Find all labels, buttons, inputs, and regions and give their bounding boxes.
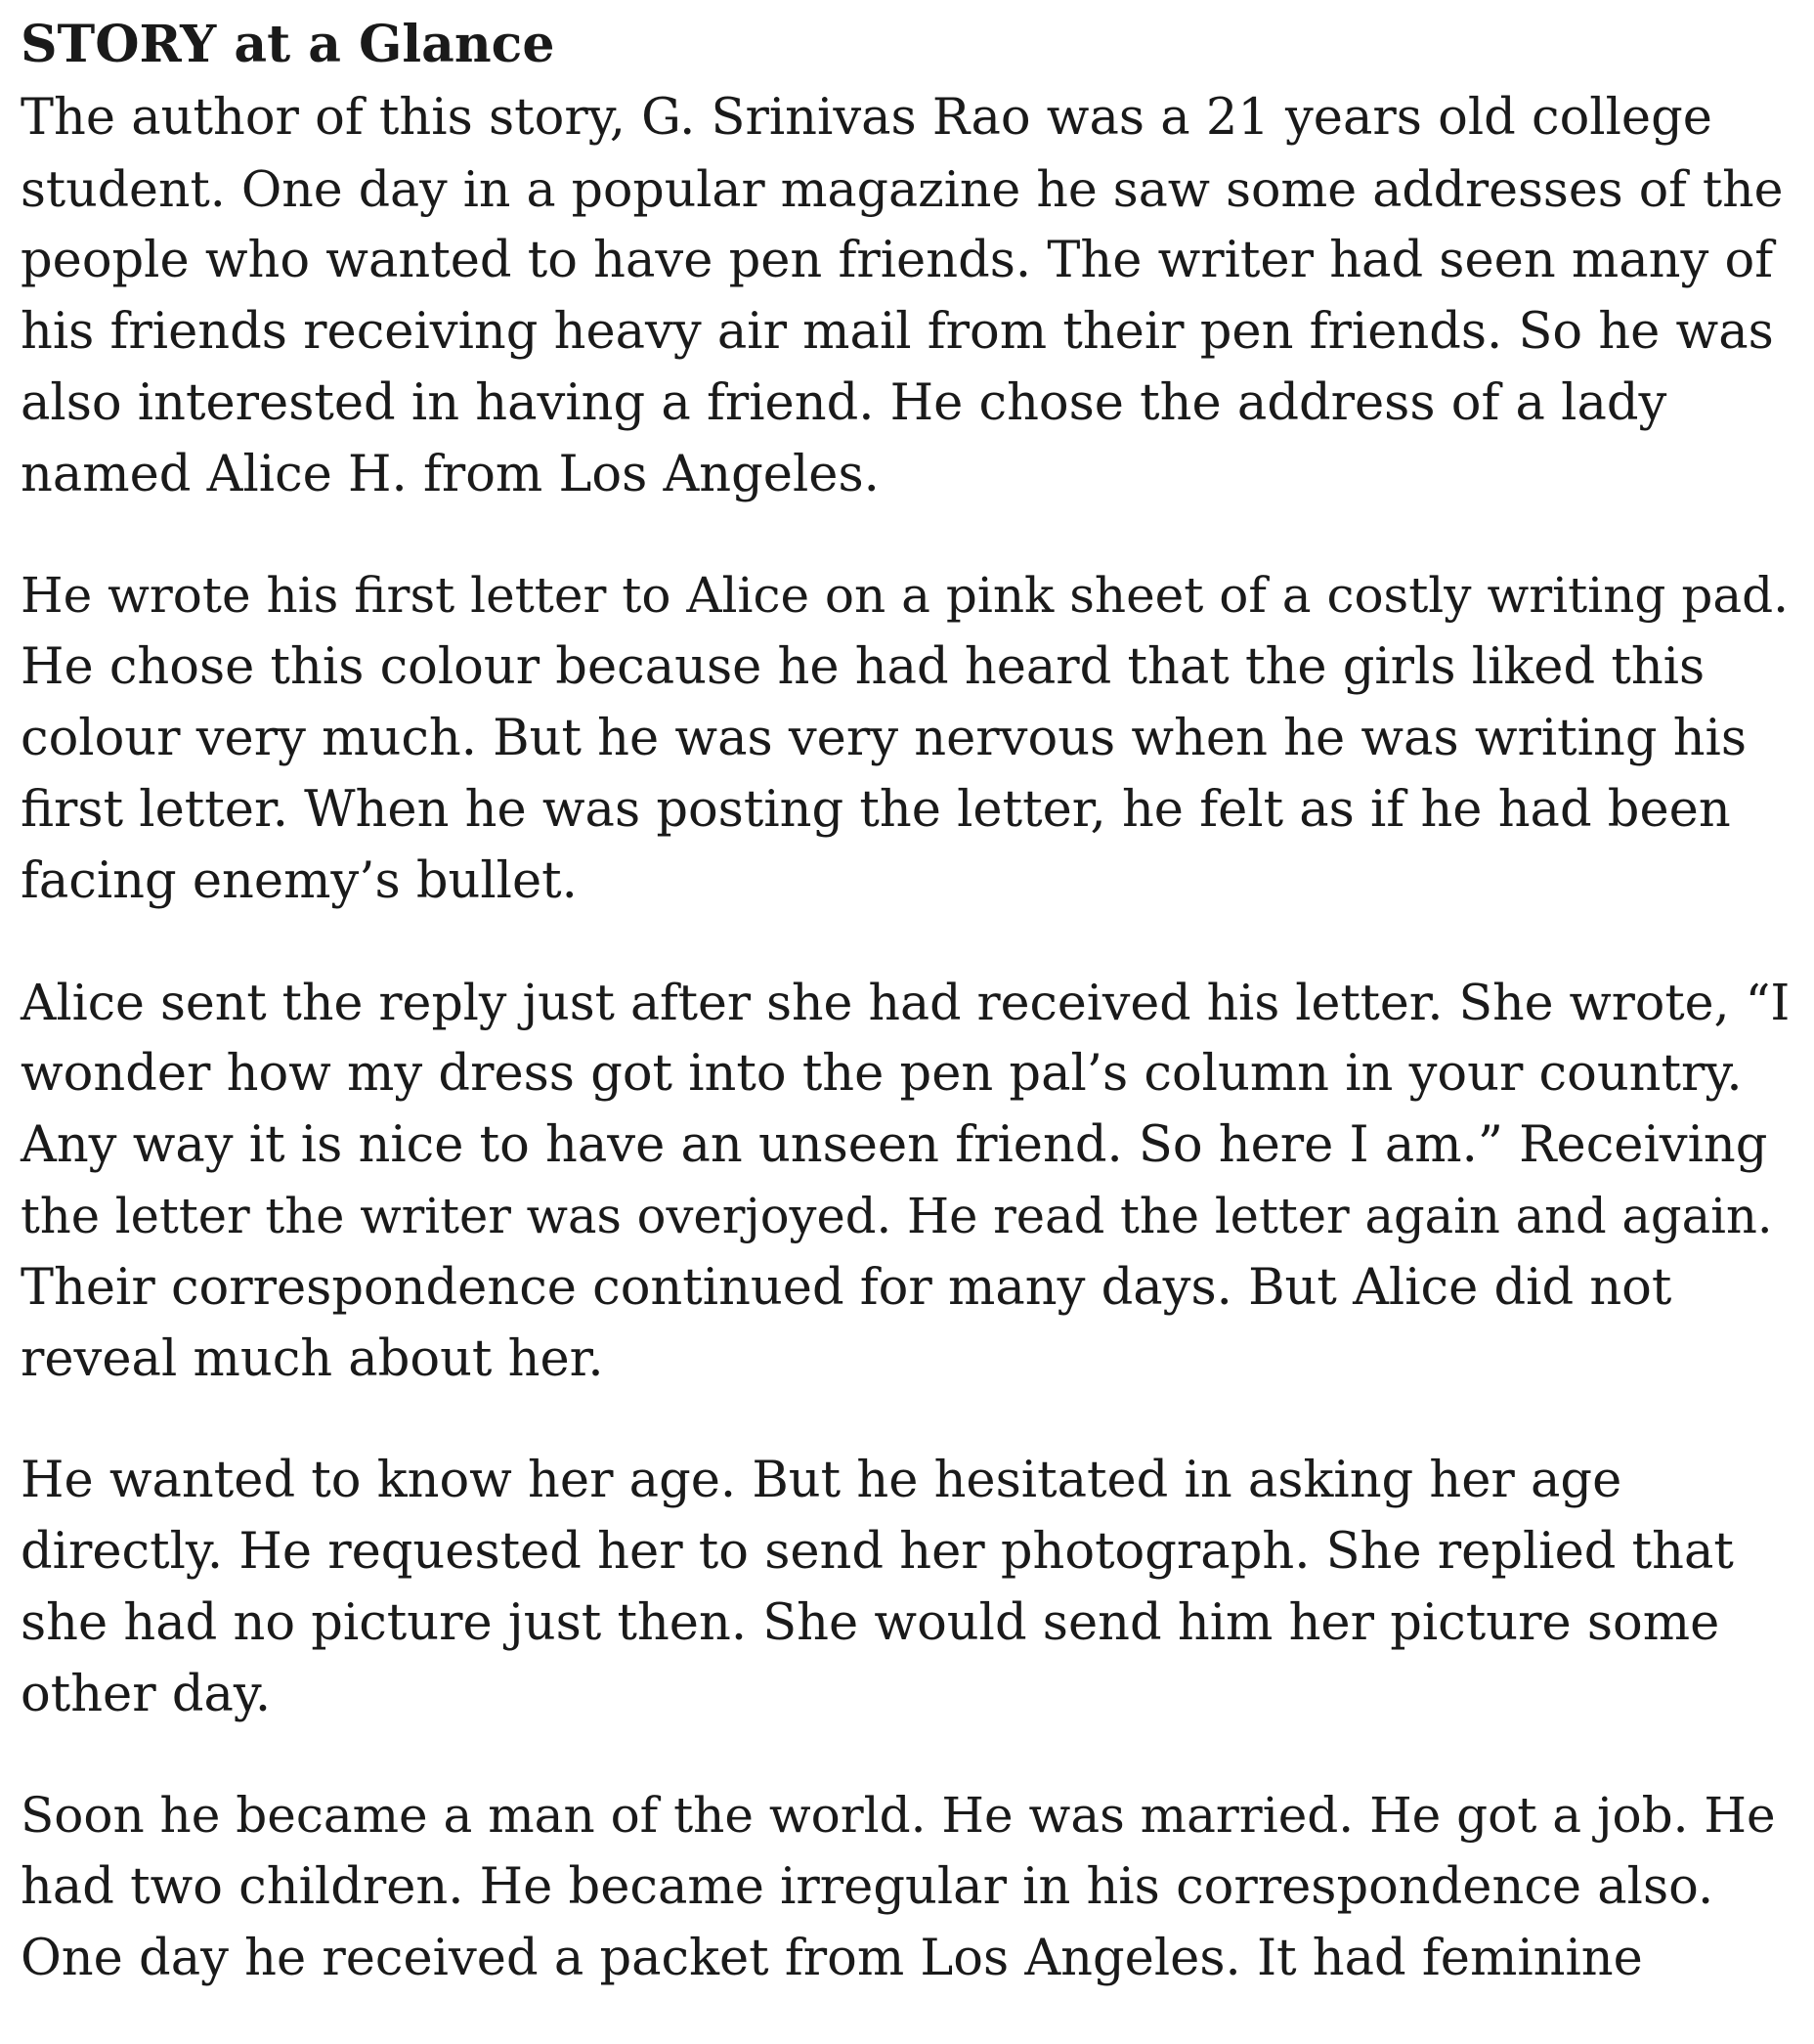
paragraph-1 [21,82,1790,510]
text-line: Alice sent the reply just after she had received his letter. She wrote, “I [21,974,1791,1031]
paragraph-4 [21,1445,1790,1730]
text-line: He wanted to know her age. But he hesitated in asking her age [21,1452,1622,1509]
paragraph-3 [21,967,1790,1395]
text-line: colour very much. But he was very nervous when he was writing his [21,710,1748,767]
text-line: she had no picture just then. She would send him her picture some [21,1594,1720,1652]
text-line: Soon he became a man of the world. He was married. He got a job. He [21,1787,1776,1844]
text-line: facing enemy’s bullet. [21,852,578,910]
paragraph-2 [21,560,1790,917]
paragraph-5 [21,1780,1790,1994]
text-line: Their correspondence continued for many days. But Alice did not [21,1259,1672,1317]
text-line: directly. He requested her to send her photograph. She replied that [21,1523,1734,1581]
text-line: student. One day in a popular magazine he saw some addresses of the [21,160,1784,218]
text-line: people who wanted to have pen friends. The writer had seen many of [21,232,1774,289]
text-line: first letter. When he was posting the letter, he felt as if he had been [21,781,1731,839]
text-line: had two children. He became irregular in his correspondence also. [21,1858,1714,1916]
text-line: wonder how my dress got into the pen pal’s column in your country. [21,1045,1743,1103]
text-line: also interested in having a friend. He chose the address of a lady [21,374,1667,432]
text-line: One day he received a packet from Los Angeles. It had feminine [21,1930,1643,1987]
text-line: Any way it is nice to have an unseen friend. So here I am.” Receiving [21,1116,1768,1174]
text-line: other day. [21,1666,272,1723]
text-line: the letter the writer was overjoyed. He read the letter again and again. [21,1188,1773,1244]
text-line: named Alice H. from Los Angeles. [21,446,880,503]
page-heading: STORY at a Glance [21,15,555,74]
document-page [21,8,1790,2044]
text-line: reveal much about her. [21,1330,604,1388]
text-line: He wrote his first letter to Alice on a pink sheet of a costly writing pad. [21,567,1790,624]
text-line: The author of this story, G. Srinivas Rao was a 21 years old college [21,89,1712,147]
text-line: his friends receiving heavy air mail from their pen friends. So he was [21,303,1774,361]
text-line: He chose this colour because he had heard that the girls liked this [21,638,1706,696]
